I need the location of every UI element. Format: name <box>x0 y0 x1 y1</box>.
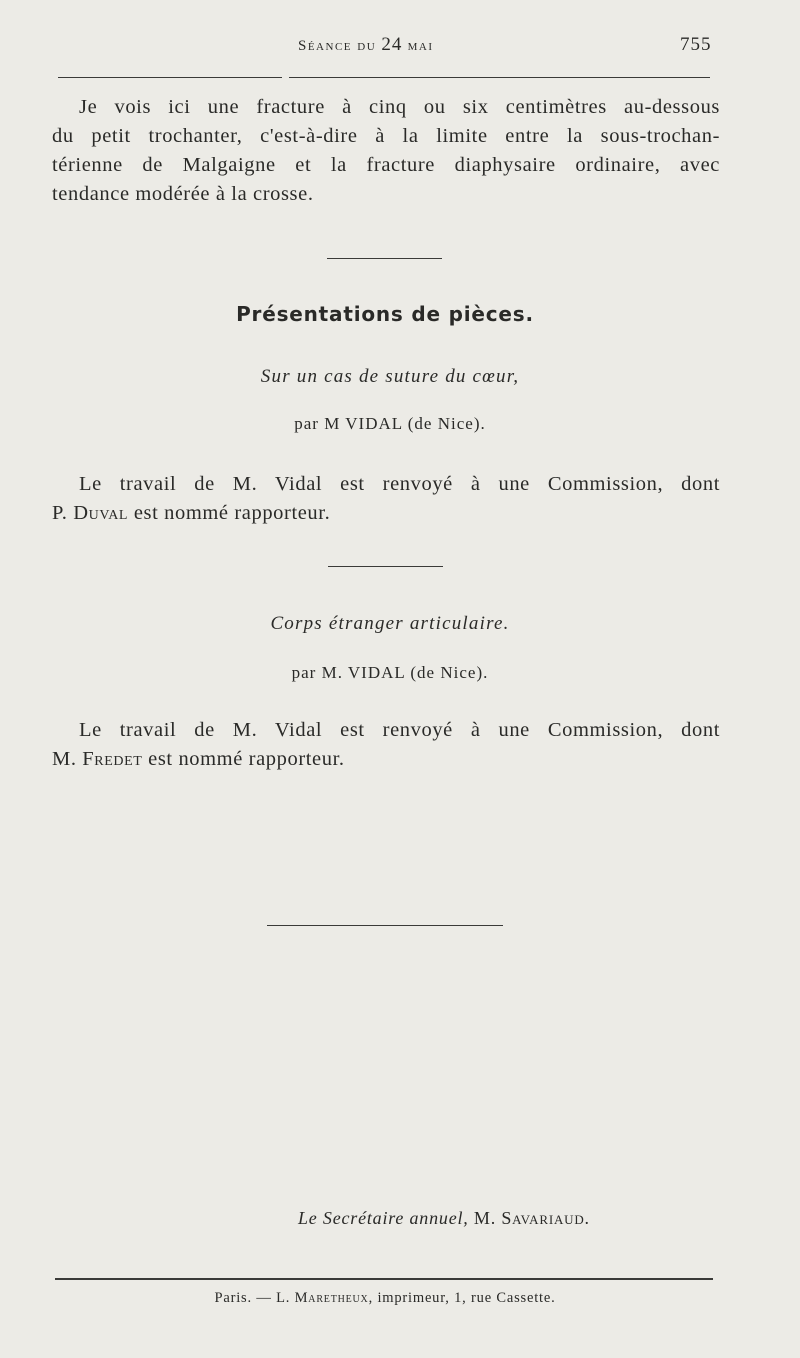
section-title: Présentations de pièces. <box>236 302 534 326</box>
signature-prefix: M. <box>473 1208 497 1228</box>
signature-role: Le Secrétaire annuel, <box>298 1208 469 1228</box>
signature <box>298 1208 590 1229</box>
running-head-month: mai <box>407 38 434 54</box>
intro-line-1: Je vois ici une fracture à cinq ou six centimètres au-dessous <box>79 96 720 118</box>
separator-rule-1 <box>327 258 442 259</box>
item2-line-2-suffix: est nommé rapporteur. <box>148 748 345 770</box>
item2-title: Corps étranger articulaire. <box>270 613 510 634</box>
item1-paragraph <box>52 470 720 528</box>
item1-title: Sur un cas de suture du cœur, <box>260 366 520 387</box>
rapporteur-name-fredet: Fredet <box>82 748 143 770</box>
item1-line-2 <box>52 499 720 528</box>
intro-line-3: térienne de Malgaigne et la fracture diaphysaire ordinaire, avec <box>52 154 720 176</box>
header-rule-left <box>58 77 282 78</box>
footer-rule <box>55 1278 713 1280</box>
imprint-address: imprimeur, 1, rue Cassette. <box>377 1290 556 1306</box>
item2-line-2-prefix: M. <box>52 748 77 770</box>
intro-paragraph <box>52 93 720 209</box>
rapporteur-name-duval: Duval <box>73 502 129 524</box>
imprint <box>0 1290 770 1307</box>
item2-paragraph <box>52 716 720 774</box>
running-head <box>298 34 434 56</box>
item1-line-2-suffix: est nommé rapporteur. <box>133 502 331 524</box>
header-rule-right <box>289 77 710 78</box>
intro-line-2: du petit trochanter, c'est-à-dire à la limite entre la sous-trochan- <box>52 125 720 147</box>
running-head-prefix: Séance du <box>298 38 377 54</box>
item2-line-2 <box>52 745 720 774</box>
item1-line-1: Le travail de M. Vidal est renvoyé à une Commission, dont <box>79 473 720 495</box>
item2-byline: par M. VIDAL (de Nice). <box>291 663 489 682</box>
item1-byline: par M VIDAL (de Nice). <box>294 414 486 433</box>
separator-rule-2 <box>328 566 443 567</box>
signature-name: Savariaud. <box>501 1208 590 1228</box>
imprint-city: Paris. — <box>214 1290 272 1306</box>
end-rule <box>267 925 503 926</box>
item2-line-1: Le travail de M. Vidal est renvoyé à une Commission, dont <box>79 719 720 741</box>
page-number: 755 <box>680 34 712 55</box>
imprint-printer-initial: L. <box>276 1290 291 1306</box>
item1-line-2-prefix: P. <box>52 502 68 524</box>
imprint-printer-name: Maretheux, <box>294 1290 374 1306</box>
running-head-day: 24 <box>381 34 403 55</box>
intro-line-4: tendance modérée à la crosse. <box>52 183 314 205</box>
